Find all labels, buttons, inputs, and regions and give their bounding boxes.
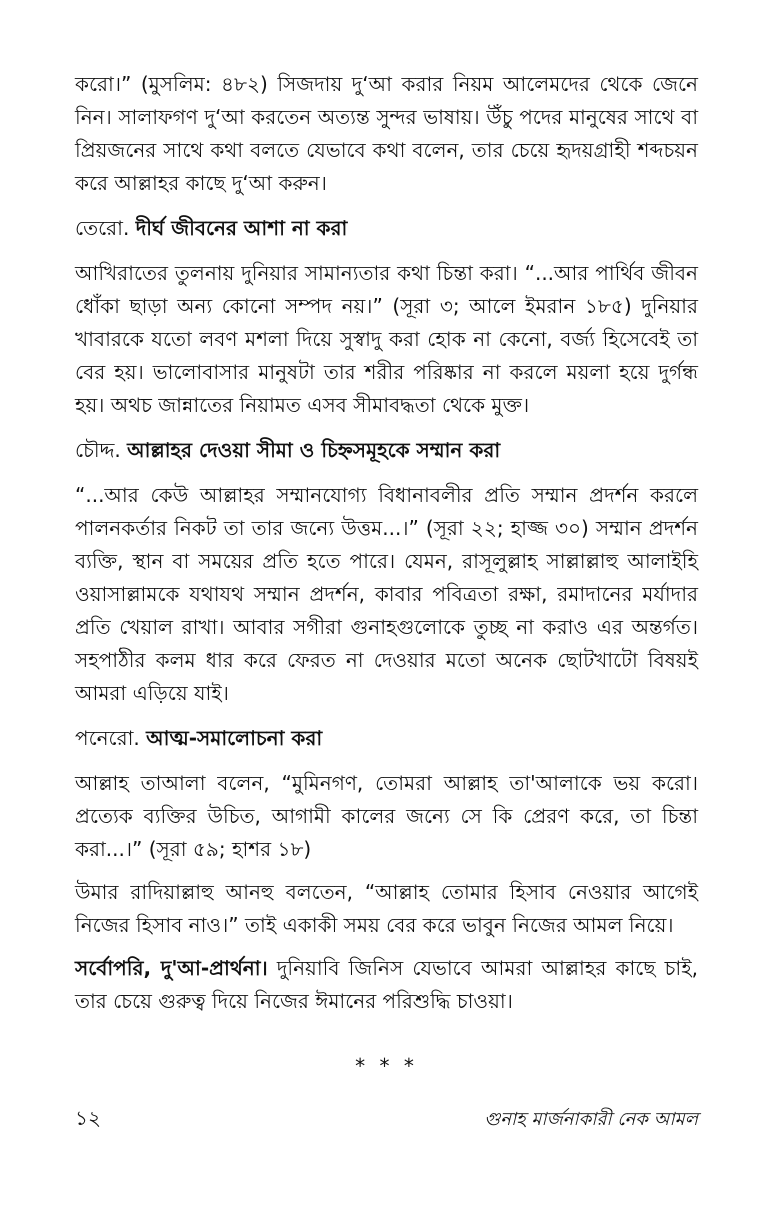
paragraph-respect-limits: “...আর কেউ আল্লাহর সম্মানযোগ্য বিধানাবলীর প্রতি সম্মান প্রদর্শন করলে পালনকর্তার নিকট তা তার জন্যে উত্তম...।” (সূরা ২২; হাজ্জ ৩০) সম্মান প্রদর্শন ব্যক্তি, স্থান বা সময়ের প্রতি হতে পারে। যেমন, রাসূলুল্লাহ সাল্লাল্লাহু আলাইহি ওয়াসাল্লামকে যথাযথ সম্মান প্রদর্শন, কাবার পবিত্রতা রক্ষা, রমাদানের মর্যাদার প্রতি খেয়াল রাখা। আবার সগীরা গুনাহগুলোকে তুচ্ছ না করাও এর অন্তর্গত। সহপাঠীর কলম ধার করে ফেরত না দেওয়ার মতো অনেক ছোটখাটো বিষয়ই আমরা এড়িয়ে যাই। xyxy=(75,483,698,705)
heading-14 xyxy=(75,434,698,467)
heading-number: পনেরো. xyxy=(75,726,140,750)
paragraph-quran-quote: আল্লাহ তাআলা বলেন, “মুমিনগণ, তোমরা আল্লাহ তা'আলাকে ভয় করো। প্রত্যেক ব্যক্তির উচিত, আগামী কালের জন্যে সে কি প্রেরণ করে, তা চিন্তা করা...।” (সূরা ৫৯; হাশর ১৮) xyxy=(75,771,698,861)
heading-number: তেরো. xyxy=(75,216,130,240)
heading-13 xyxy=(75,212,698,245)
page-content xyxy=(75,68,698,1018)
section-separator: * * * xyxy=(355,1054,418,1078)
paragraph-umar-quote: উমার রাদিয়াল্লাহু আনহু বলতেন, “আল্লাহ তোমার হিসাব নেওয়ার আগেই নিজের হিসাব নাও।” তাই একাকী সময় বের করে ভাবুন নিজের আমল নিয়ে। xyxy=(75,880,698,937)
heading-title: দীর্ঘ জীবনের আশা না করা xyxy=(135,216,348,240)
dua-rest: দুনিয়াবি জিনিস যেভাবে আমরা আল্লাহর কাছে চাই, তার চেয়ে গুরুত্ব দিয়ে নিজের ঈমানের পরিশুদ্ধি চাওয়া। xyxy=(75,956,698,1013)
page-footer xyxy=(75,1104,698,1137)
paragraph-sijdah-dua: করো।” (মুসলিম: ৪৮২) সিজদায় দু‘আ করার নিয়ম আলেমদের থেকে জেনে নিন। সালাফগণ দু‘আ করতেন অত্যন্ত সুন্দর ভাষায়। উঁচু পদের মানুষের সাথে বা প্রিয়জনের সাথে কথা বলতে যেভাবে কথা বলেন, তার চেয়ে হৃদয়গ্রাহী শব্দচয়ন করে আল্লাহর কাছে দু‘আ করুন। xyxy=(75,72,698,195)
heading-15 xyxy=(75,722,698,755)
paragraph-dua xyxy=(75,952,698,1018)
heading-title: আত্ম-সমালোচনা করা xyxy=(146,726,323,750)
page-number: ১২ xyxy=(75,1106,101,1130)
dua-bold-lead: সর্বোপরি, দু'আ-প্রার্থনা। xyxy=(75,956,268,980)
book-title: গুনাহ মার্জনাকারী নেক আমল xyxy=(484,1109,698,1130)
paragraph-akhirah: আখিরাতের তুলনায় দুনিয়ার সামান্যতার কথা চিন্তা করা। “...আর পার্থিব জীবন ধোঁকা ছাড়া অন্য কোনো সম্পদ নয়।” (সূরা ৩; আলে ইমরান ১৮৫) দুনিয়ার খাবারকে যতো লবণ মশলা দিয়ে সুস্বাদু করা হোক না কেনো, বর্জ্য হিসেবেই তা বের হয়। ভালোবাসার মানুষটা তার শরীর পরিষ্কার না করলে ময়লা হয়ে দুর্গন্ধ হয়। অথচ জান্নাতের নিয়ামত এসব সীমাবদ্ধতা থেকে মুক্ত। xyxy=(75,261,698,417)
heading-number: চৌদ্দ. xyxy=(75,438,121,462)
heading-title: আল্লাহর দেওয়া সীমা ও চিহ্নসমূহকে সম্মান করা xyxy=(127,438,501,462)
